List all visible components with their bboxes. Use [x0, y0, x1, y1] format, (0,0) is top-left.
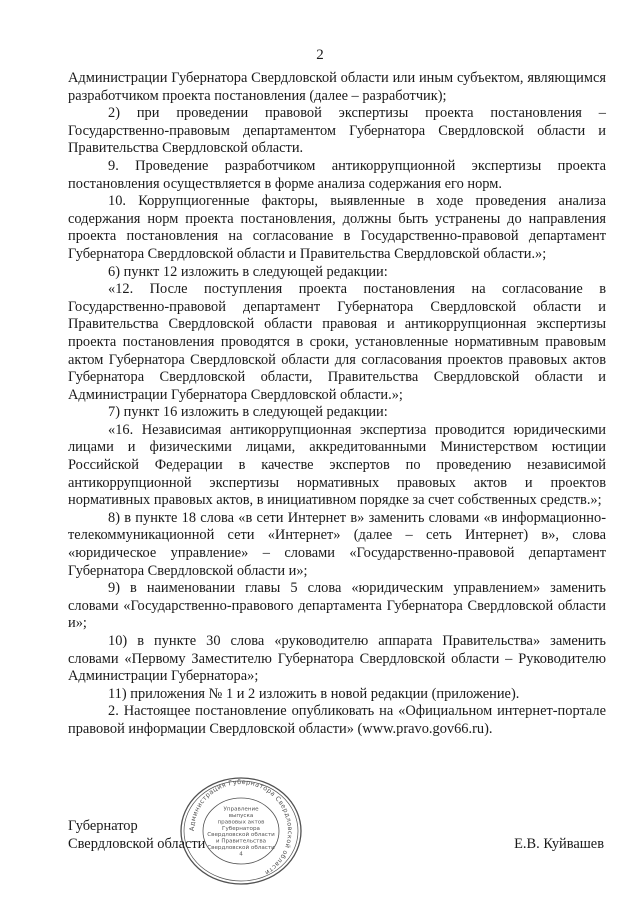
paragraph: 2) при проведении правовой экспертизы проекта постановления – Государственно-правовым департаментом Губернатора Свердловской области и Правительства Свердловской области. — [68, 105, 606, 157]
paragraph: Администрации Губернатора Свердловской области или иным субъектом, являющимся разработчиком проекта постановления (далее – разработчик); — [68, 70, 606, 104]
page-number: 2 — [316, 47, 324, 63]
seal-ring-text: Администрация Губернатора Свердловской области — [187, 777, 295, 877]
signatory-name: Е.В. Куйвашев — [514, 836, 604, 852]
signatory-title-line1: Губернатор — [68, 818, 138, 834]
paragraph: 8) в пункте 18 слова «в сети Интернет в» заменить словами «в информационно-телекоммуникационной сети «Интернет» (далее – сеть Интернет) в», слова «юридическое управление» – словами «Государственно-правовой департамент Губернатора Свердловской области и»; — [68, 509, 606, 579]
seal-center-line: и Правительства — [215, 838, 267, 845]
document-body — [68, 70, 606, 739]
seal-center-line: выпуска — [228, 813, 254, 819]
signature-block — [68, 818, 606, 858]
seal-center-line: Губернатора — [222, 825, 260, 832]
paragraph: 10) в пункте 30 слова «руководителю аппарата Правительства» заменить словами «Первому Заместителю Губернатора Свердловской области – Руководителю Администрации Губернатора»; — [68, 633, 606, 685]
signatory-title-line2: Свердловской области — [68, 836, 206, 852]
paragraph: 2. Настоящее постановление опубликовать на «Официальном интернет-портале правовой информации Свердловской области» (www.pravo.gov66.ru). — [68, 703, 606, 737]
paragraph: 10. Коррупциогенные факторы, выявленные в ходе проведения анализа содержания норм проекта постановления, должны быть устранены до направления проекта постановления на согласование в Государственно-правовой департамент Губернатора Свердловской области и Правительства Свердловской области.»; — [68, 193, 606, 262]
seal-center-line: правовых актов — [217, 819, 265, 826]
seal-center-line: Свердловской области — [207, 845, 275, 851]
seal-center-line: Управление — [223, 806, 259, 813]
paragraph: 9) в наименовании главы 5 слова «юридическим управлением» заменить словами «Государственно-правового департамента Губернатора Свердловской области и»; — [68, 580, 606, 632]
paragraph: «12. После поступления проекта постановления на согласование в Государственно-правовой департамент Губернатора Свердловской области и Правительства Свердловской области правовая и антикоррупционная экспертизы проекта постановления проводятся в сроки, установленные нормативным правовым актом Губернатора Свердловской области для согласования проектов правовых актов Губернатора Свердловской области, Правительства Свердловской области и Администрации Губернатора Свердловской области.»; — [68, 281, 606, 403]
paragraph: 7) пункт 16 изложить в следующей редакции: — [108, 404, 388, 421]
paragraph: 9. Проведение разработчиком антикоррупционной экспертизы проекта постановления осуществляется в форме анализа содержания его норм. — [68, 157, 606, 192]
seal-center-text — [207, 807, 275, 858]
seal-center-line: 4 — [239, 851, 243, 858]
paragraph: 11) приложения № 1 и 2 изложить в новой редакции (приложение). — [108, 685, 520, 702]
seal-center-line: Свердловской области — [207, 832, 275, 839]
paragraph: 6) пункт 12 изложить в следующей редакции: — [108, 263, 388, 280]
official-seal-stamp — [175, 776, 307, 886]
paragraph: «16. Независимая антикоррупционная экспертиза проводится юридическими лицами и физическими лицами, аккредитованными Министерством юстиции Российской Федерации в качестве экспертов по проведению независимой антикоррупционной экспертизы нормативных правовых актов и проектов нормативных правовых актов, в инициативном порядке за счет собственных средств.»; — [68, 421, 606, 509]
